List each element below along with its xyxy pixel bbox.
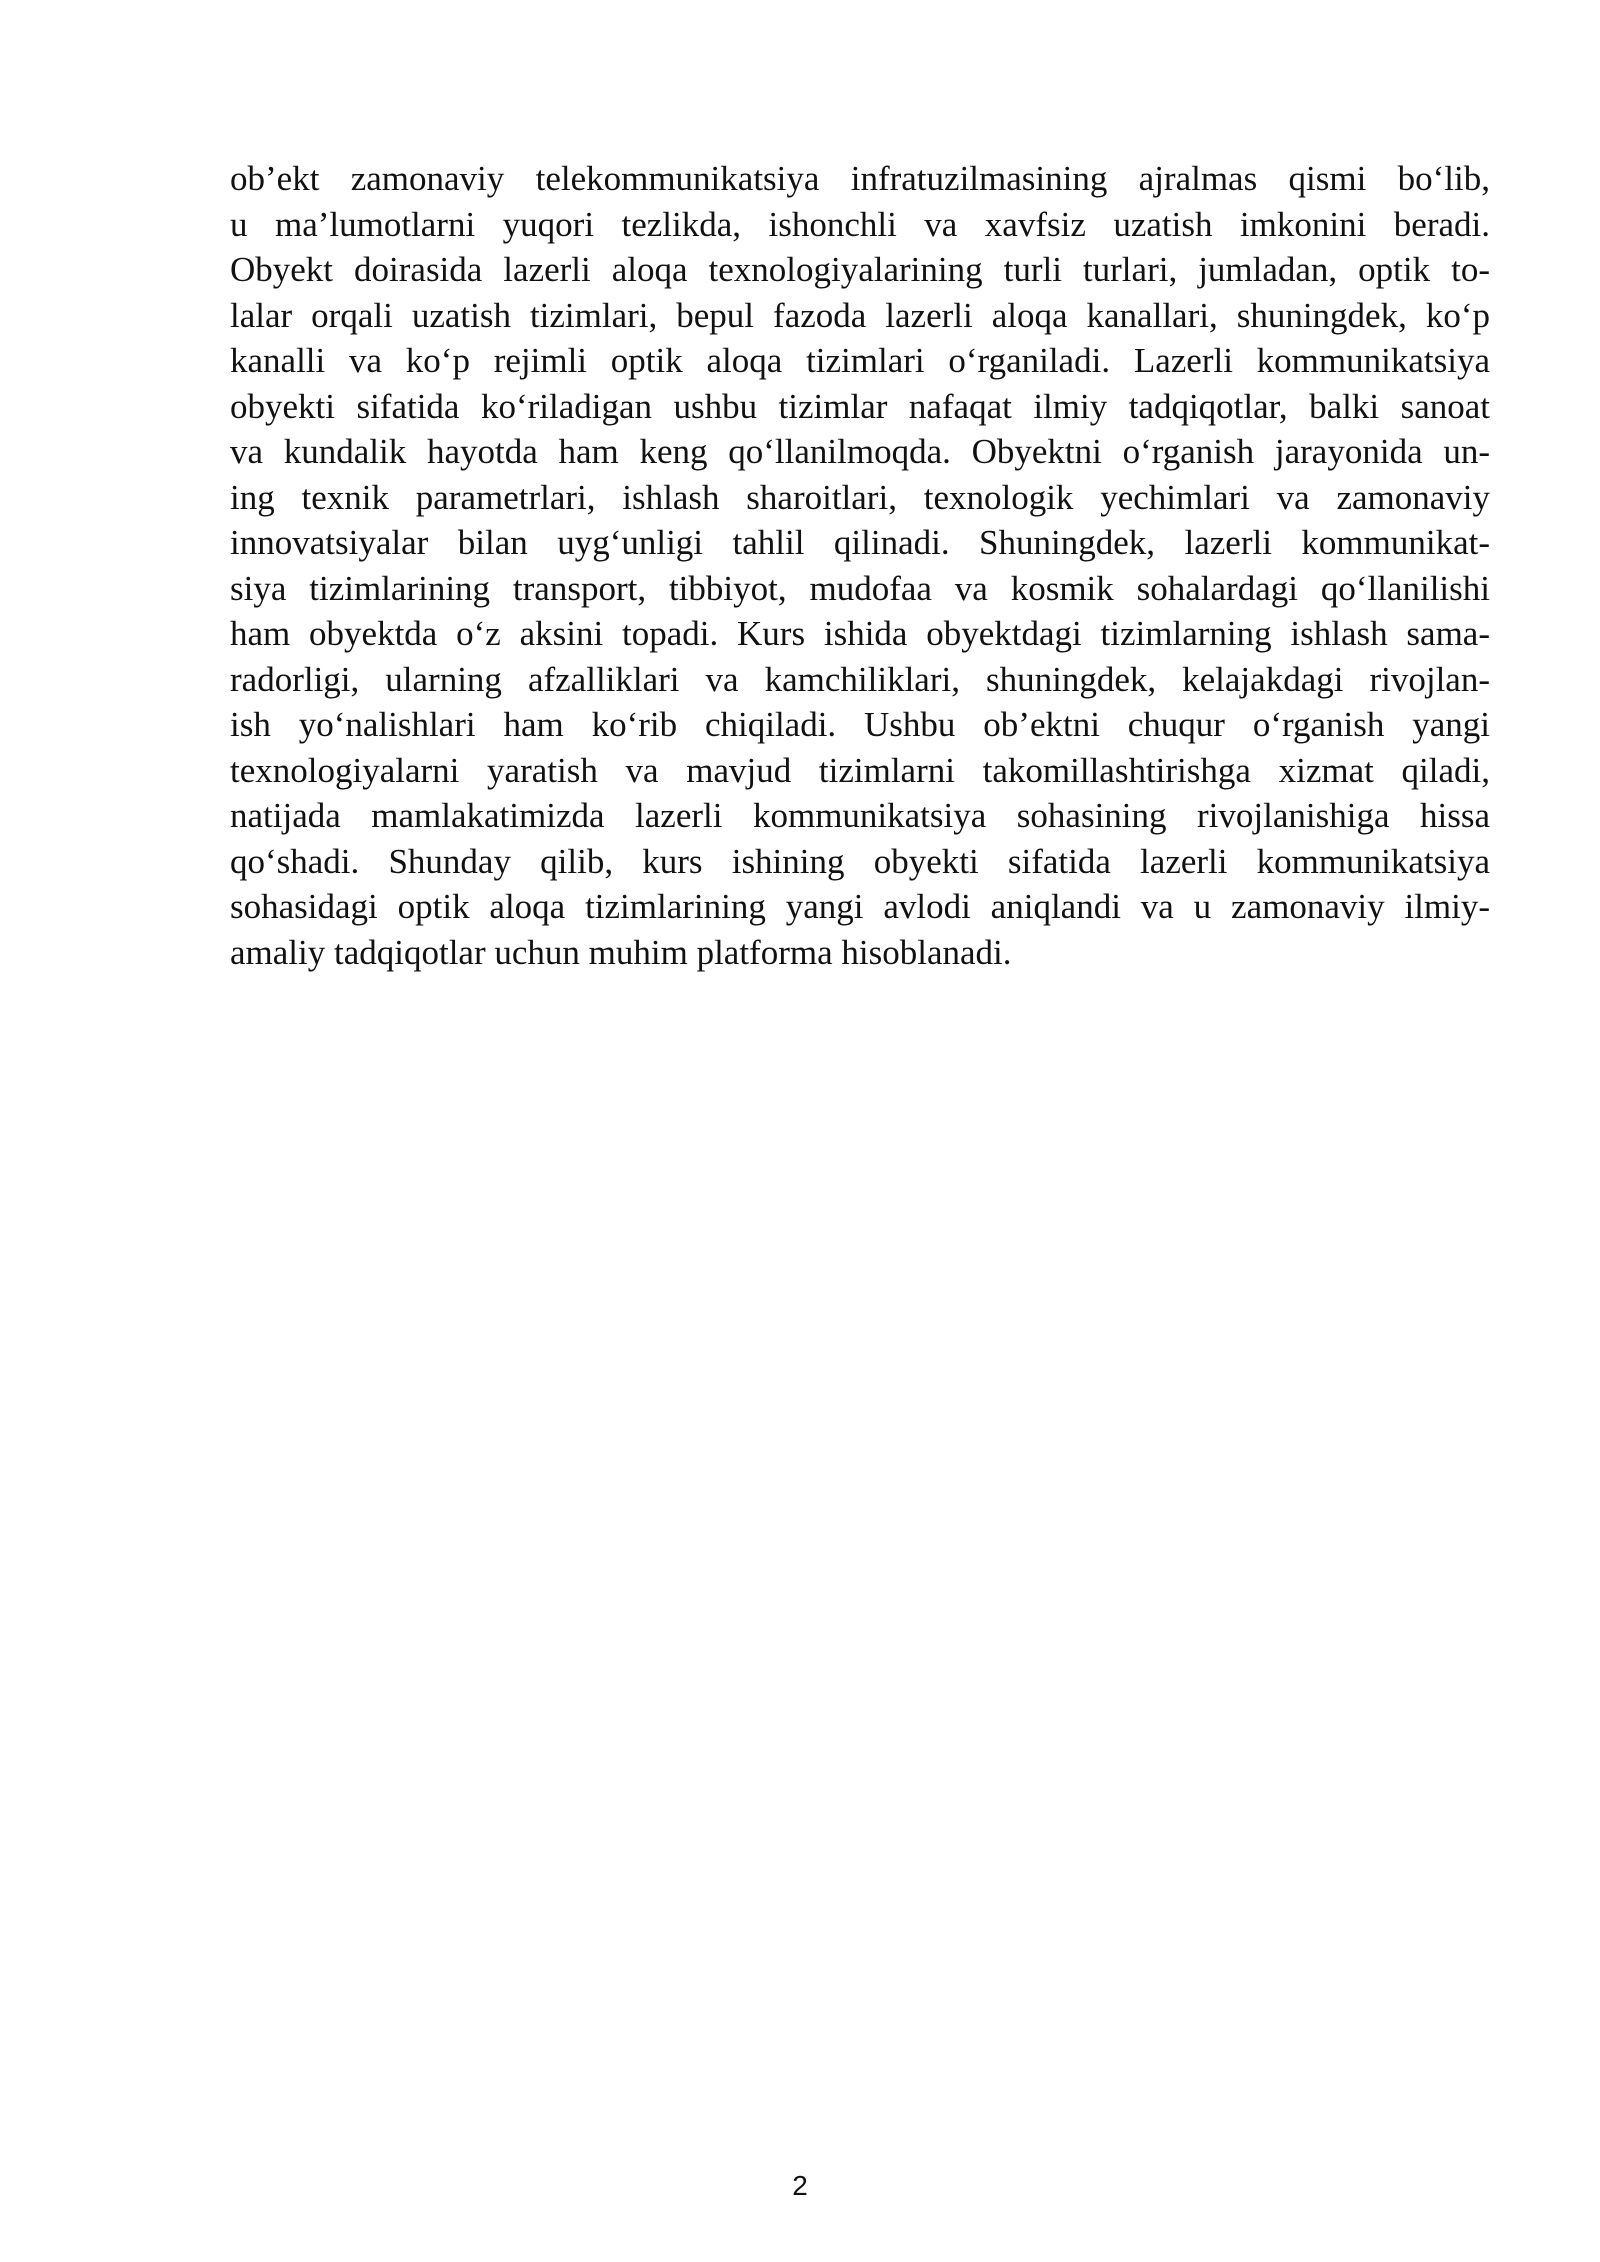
paragraph-line: radorligi, ularning afzalliklari va kamchiliklari, shuningdek, kelajakdagi rivojlan- — [230, 659, 1490, 699]
paragraph-line: Obyekt doirasida lazerli aloqa texnologiyalarining turli turlari, jumladan, optik to- — [230, 250, 1490, 289]
paragraph-line: ham obyektda o‘z aksini topadi. Kurs ishida obyektdagi tizimlarning ishlash sama- — [230, 614, 1490, 653]
paragraph-line: lalar orqali uzatish tizimlari, bepul fazoda lazerli aloqa kanallari, shuningdek, ko‘p — [230, 295, 1490, 335]
paragraph-line: u ma’lumotlarni yuqori tezlikda, ishonchli va xavfsiz uzatish imkonini beradi. — [230, 204, 1490, 244]
paragraph-line: sohasidagi optik aloqa tizimlarining yangi avlodi aniqlandi va u zamonaviy ilmiy- — [230, 887, 1490, 926]
body-paragraph — [230, 156, 1490, 975]
paragraph-line: kanalli va ko‘p rejimli optik aloqa tizimlari o‘rganiladi. Lazerli kommunikatsiya — [230, 341, 1490, 380]
paragraph-line: qo‘shadi. Shunday qilib, kurs ishining obyekti sifatida lazerli kommunikatsiya — [230, 841, 1490, 881]
paragraph-line: innovatsiyalar bilan uyg‘unligi tahlil qilinadi. Shuningdek, lazerli kommunikat- — [230, 523, 1490, 562]
paragraph-line: va kundalik hayotda ham keng qo‘llanilmoqda. Obyektni o‘rganish jarayonida un- — [230, 432, 1490, 471]
page-number: 2 — [792, 2170, 808, 2201]
paragraph-line: ing texnik parametrlari, ishlash sharoitlari, texnologik yechimlari va zamonaviy — [230, 477, 1490, 517]
paragraph-line: siya tizimlarining transport, tibbiyot, mudofaa va kosmik sohalardagi qo‘llanilishi — [230, 568, 1490, 608]
paragraph-line: natijada mamlakatimizda lazerli kommunikatsiya sohasining rivojlanishiga hissa — [230, 796, 1490, 835]
paragraph-line: texnologiyalarni yaratish va mavjud tizimlarni takomillashtirishga xizmat qiladi, — [230, 750, 1490, 790]
paragraph-line: ob’ekt zamonaviy telekommunikatsiya infratuzilmasining ajralmas qismi bo‘lib, — [230, 159, 1490, 198]
paragraph-line: ish yo‘nalishlari ham ko‘rib chiqiladi. Ushbu ob’ektni chuqur o‘rganish yangi — [230, 705, 1490, 744]
paragraph-line: obyekti sifatida ko‘riladigan ushbu tizimlar nafaqat ilmiy tadqiqotlar, balki sanoat — [230, 386, 1490, 426]
paragraph-line: amaliy tadqiqotlar uchun muhim platforma hisoblanadi. — [230, 932, 1012, 972]
